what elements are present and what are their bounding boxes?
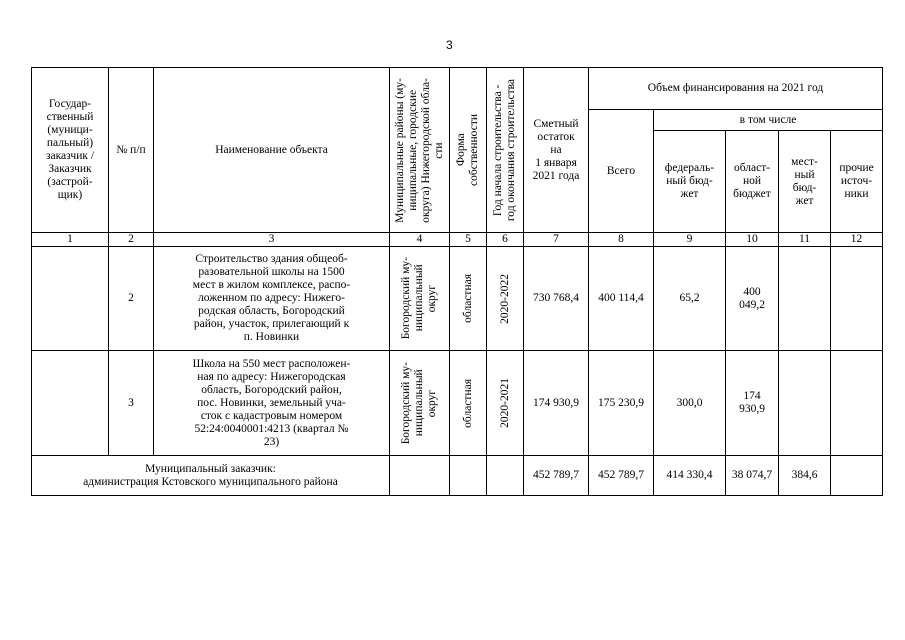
column-number: 9 xyxy=(654,233,726,247)
local-cell xyxy=(779,247,831,351)
summary-row xyxy=(32,456,883,496)
column-number: 3 xyxy=(154,233,390,247)
financing-table xyxy=(31,67,883,496)
summary-total: 452 789,7 xyxy=(589,456,654,496)
object-name-cell: Школа на 550 мест расположен- ная по адресу: Нижегородская область, Богородский район, пос. Новинки, земельный уча- сток с кадастровым номером 52:24:0040001:4213 (квартал № 23) xyxy=(154,351,390,456)
regional-cell: 174 930,9 xyxy=(726,351,779,456)
header-federal: федераль- ный бюд- жет xyxy=(654,131,726,233)
header-districts: Муниципальные районы (му- ниципальные, городские округа) Нижегородской обла- сти xyxy=(390,68,450,233)
column-number: 12 xyxy=(831,233,883,247)
column-number: 6 xyxy=(487,233,524,247)
num-cell: 3 xyxy=(109,351,154,456)
column-number: 8 xyxy=(589,233,654,247)
table-row xyxy=(32,247,883,351)
regional-cell: 400 049,2 xyxy=(726,247,779,351)
header-financing: Объем финансирования на 2021 год xyxy=(589,68,883,110)
summary-local: 384,6 xyxy=(779,456,831,496)
column-number-row xyxy=(32,233,883,247)
object-name-cell: Строительство здания общеоб- разовательной школы на 1500 мест в жилом комплексе, распо- ложенном по адресу: Нижего- родская область, Богородский район, участок, прилегающий к п. Новинки xyxy=(154,247,390,351)
header-ownership: Форма собственности xyxy=(450,68,487,233)
other-cell xyxy=(831,247,883,351)
total-cell: 175 230,9 xyxy=(589,351,654,456)
header-local: мест- ный бюд- жет xyxy=(779,131,831,233)
header-object-name: Наименование объекта xyxy=(154,68,390,233)
estimate-cell: 174 930,9 xyxy=(524,351,589,456)
header-years: Год начала строительства - год окончания строительства xyxy=(487,68,524,233)
summary-federal: 414 330,4 xyxy=(654,456,726,496)
summary-label: Муниципальный заказчик: администрация Кстовского муниципального района xyxy=(32,456,390,496)
ownership-cell: областная xyxy=(450,351,487,456)
table-row xyxy=(32,351,883,456)
customer-cell xyxy=(32,247,109,351)
header-regional: област- ной бюджет xyxy=(726,131,779,233)
federal-cell: 65,2 xyxy=(654,247,726,351)
column-number: 10 xyxy=(726,233,779,247)
header-customer: Государ- ственный (муници- пальный) заказчик / Заказчик (застрой- щик) xyxy=(32,68,109,233)
summary-other xyxy=(831,456,883,496)
customer-cell xyxy=(32,351,109,456)
header-estimate: Сметный остаток на 1 января 2021 года xyxy=(524,68,589,233)
header-including: в том числе xyxy=(654,110,883,131)
total-cell: 400 114,4 xyxy=(589,247,654,351)
years-cell: 2020-2021 xyxy=(487,351,524,456)
column-number: 1 xyxy=(32,233,109,247)
column-number: 2 xyxy=(109,233,154,247)
summary-empty-cell xyxy=(390,456,450,496)
federal-cell: 300,0 xyxy=(654,351,726,456)
column-number: 7 xyxy=(524,233,589,247)
years-cell: 2020-2022 xyxy=(487,247,524,351)
local-cell xyxy=(779,351,831,456)
header-num: № п/п xyxy=(109,68,154,233)
summary-estimate: 452 789,7 xyxy=(524,456,589,496)
summary-empty-cell xyxy=(487,456,524,496)
district-cell: Богородский му- ниципальный округ xyxy=(390,351,450,456)
column-number: 11 xyxy=(779,233,831,247)
summary-empty-cell xyxy=(450,456,487,496)
column-number: 4 xyxy=(390,233,450,247)
district-cell: Богородский му- ниципальный округ xyxy=(390,247,450,351)
estimate-cell: 730 768,4 xyxy=(524,247,589,351)
page-number: 3 xyxy=(446,38,453,52)
header-other: прочие источ- ники xyxy=(831,131,883,233)
num-cell: 2 xyxy=(109,247,154,351)
summary-regional: 38 074,7 xyxy=(726,456,779,496)
column-number: 5 xyxy=(450,233,487,247)
ownership-cell: областная xyxy=(450,247,487,351)
header-total: Всего xyxy=(589,110,654,233)
other-cell xyxy=(831,351,883,456)
